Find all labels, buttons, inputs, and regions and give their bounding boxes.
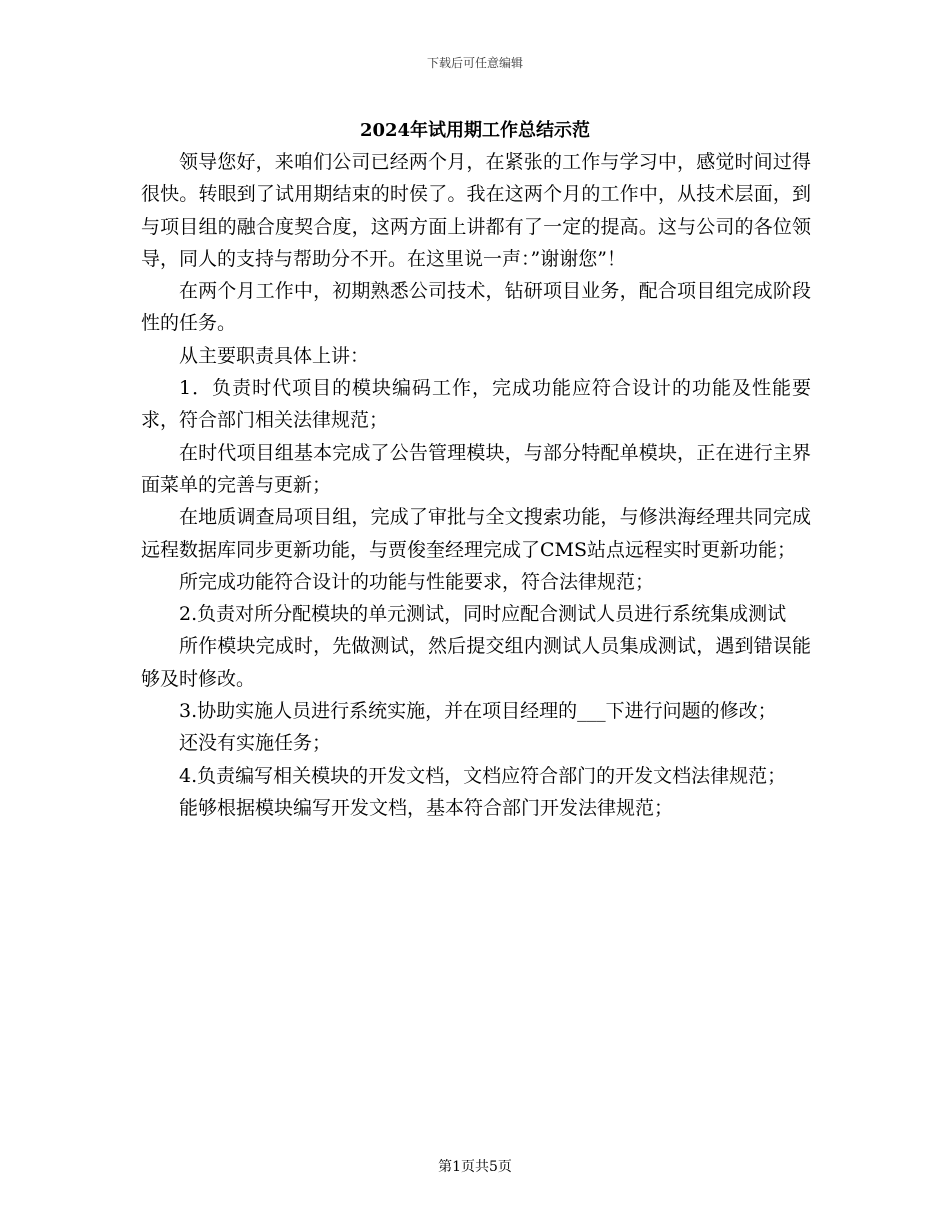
paragraph-duty-1-detail-a: 在时代项目组基本完成了公告管理模块，与部分特配单模块，正在进行主界面菜单的完善与更新； [141, 441, 811, 496]
paragraph-duty-1-detail-b: 在地质调查局项目组，完成了审批与全文搜索功能，与修洪海经理共同完成远程数据库同步更新功能，与贾俊奎经理完成了CMS站点远程实时更新功能； [141, 506, 811, 561]
paragraph-greeting: 领导您好，来咱们公司已经两个月，在紧张的工作与学习中，感觉时间过得很快。转眼到了试用期结束的时侯了。我在这两个月的工作中，从技术层面，到与项目组的融合度契合度，这两方面上讲都有了一定的提高。这与公司的各位领导，同人的支持与帮助分不开。在这里说一声：”谢谢您”！ [141, 151, 811, 270]
paragraph-duty-3-detail: 还没有实施任务； [179, 732, 332, 755]
paragraph-duties-intro: 从主要职责具体上讲： [179, 344, 370, 367]
paragraph-duty-4: 4.负责编写相关模块的开发文档，文档应符合部门的开发文档法律规范； [179, 764, 787, 787]
paragraph-duty-2-detail: 所作模块完成时，先做测试，然后提交组内测试人员集成测试，遇到错误能够及时修改。 [141, 635, 811, 690]
paragraph-duty-1: 1．负责时代项目的模块编码工作，完成功能应符合设计的功能及性能要求，符合部门相关法律规范； [141, 377, 811, 432]
page-number: 第1页共5页 [438, 1159, 512, 1175]
paragraph-duty-3: 3.协助实施人员进行系统实施，并在项目经理的___下进行问题的修改； [179, 700, 777, 723]
header-note: 下载后可任意编辑 [426, 56, 523, 70]
paragraph-duty-2: 2.负责对所分配模块的单元测试，同时应配合测试人员进行系统集成测试 [179, 603, 787, 626]
document-title: 2024年试用期工作总结示范 [359, 120, 591, 141]
paragraph-overview: 在两个月工作中，初期熟悉公司技术，钻研项目业务，配合项目组完成阶段性的任务。 [141, 280, 811, 335]
paragraph-duty-4-detail: 能够根据模块编写开发文档，基本符合部门开发法律规范； [179, 796, 674, 819]
paragraph-duty-1-detail-c: 所完成功能符合设计的功能与性能要求，符合法律规范； [179, 570, 655, 593]
document-body [141, 146, 811, 824]
